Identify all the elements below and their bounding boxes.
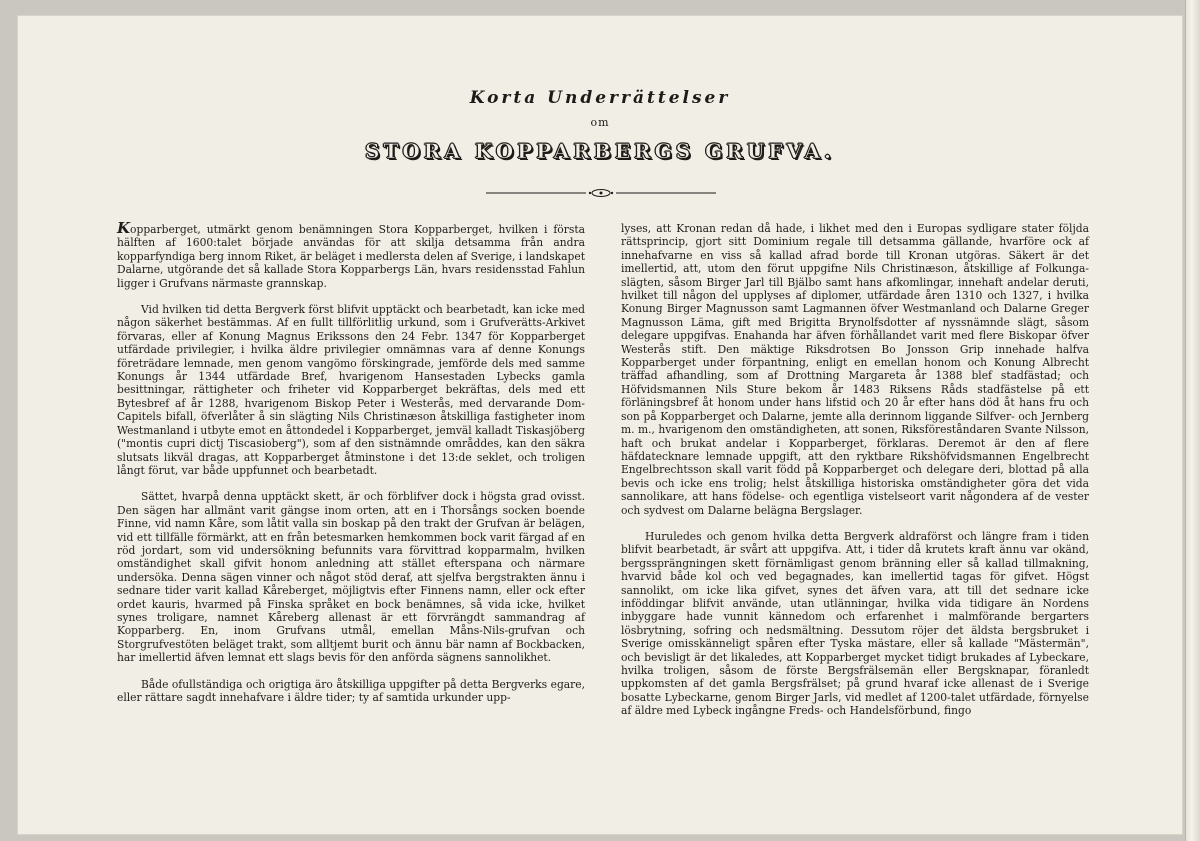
paragraph-6: Huruledes och genom hvilka detta Bergverk aldraförst och längre fram i tiden blifvit bearbetadt, är svårt att uppgifva. Att, i tider då krutets kraft ännu var okänd, bergssprängningen skett förnämligast genom bränning eller så kallad tillmakning, hvarvid både kol och ved begagnades, kan imellertid tagas för gifvet. Högst sannolikt, om icke lika gifvet, synes det äfven vara, att till det sednare icke inföddingar blifvit använde, utan utlänningar, hvilka vida tidigare än Nordens inbyggare hade vunnit kännedom och erfarenhet i malmförande bergarters lösbrytning, sofring och nedsmältning. Dessutom röjer det äldsta bergsbruket i Sverige omisskänneligt spåren efter Tyska mästare, eller så kallade "Mästermän", och bevisligt är det likaledes, att Kopparberget mycket tidigt brukades af Lybeckare, hvilka troligen, såsom de förste Bergsfrälsemän eller Bergsknapar, föranledt uppkomsten af det gamla Bergsfrälset; på grund hvaraf icke allenast de i Sverige bosatte Lybeckarne, genom Birger Jarls, vid medlet af 1200-talet utfärdade, förnyelse af äldre med Lybeck ingångne Freds- och Handelsförbund, fingo — [621, 529, 1089, 718]
ornamental-rule-divider — [486, 188, 716, 198]
title-block — [18, 88, 1182, 163]
paragraph-3: Sättet, hvarpå denna upptäckt skett, är och förblifver dock i högsta grad ovisst. Den sägen har allmänt varit gängse inom orten, att en i Thorsångs socken boende Finne, vid namn Kåre, som låtit valla sin boskap på den trakt der Grufvan är belägen, vid ett tillfälle förmärkt, att en från betesmarken hemkommen bock varit färgad af en röd jordart, som vid undersökning befunnits vara förvittrad kopparmalm, hvilken omständighet skall gifvit honom anledning att stället efterspana och närmare undersöka. Denna sägen vinner och något stöd deraf, att sjelfva bergstrakten ännu i sednare tider varit kallad Kåreberget, möjligtvis efter Finnens namn, eller ock efter ordet kauris, hvarmed på Finska språket en bock benämnes, så vida icke, hvilket synes troligare, namnet Kåreberg allenast är ett förvrängdt sammandrag af Kopparberg. En, inom Grufvans utmål, emellan Måns-Nils-grufvan och Storgrufvestöten beläget trakt, som alltjemt burit och ännu bär namn af Bockbacken, har imellertid äfven lemnat ett slags bevis för den anförda sägnens sannolikhet. — [117, 490, 585, 665]
paragraph-2: Vid hvilken tid detta Bergverk först blifvit upptäckt och bearbetadt, kan icke med någon säkerhet bestämmas. Af en fullt tillförlitlig urkund, som i Grufverätts-Arkivet förvaras, eller af Konung Magnus Erikssons den 24 Febr. 1347 för Kopparberget utfärdade privilegier, i hvilka äldre privilegier omnämnas vara af denne Konungs företrädare lemnade, men genom vangömo förskingrade, jemförde dels med samme Konungs år 1344 utfärdade Bref, hvarigenom Hansestaden Lybecks gamla besittningar, rättigheter och friheter vid Kopparberget bekräftas, dels med ett Bytesbref af år 1288, hvarigenom Biskop Peter i Westerås, med dervarande Dom-Capitels bifall, öfverlåter å sin slägting Nils Christinæson åtskilliga fastigheter inom Westmanland i utbyte emot en åttondedel i Kopparberget, jemväl kalladt Tiskasjöberg ("montis cupri dictj Tiscasioberg"), som af den sistnämnde områddes, kan den säkra slutsats likväl dragas, att Kopparberget åtminstone i det 13:de seklet, och troligen långt förut, var både uppfunnet och bearbetadt. — [117, 303, 585, 477]
initial-letter: K — [117, 219, 131, 237]
title-om: om — [590, 116, 610, 129]
paragraph-4: Både ofullständiga och origtiga äro åtskilliga uppgifter på detta Bergverks egare, eller rättare sagdt innehafvare i äldre tider; ty af samtida urkunder upp- — [117, 677, 585, 704]
paragraph-1 — [117, 219, 585, 290]
document-page — [18, 16, 1182, 834]
page-edge-binding — [1185, 0, 1200, 841]
left-text-column — [117, 219, 585, 717]
title-stora-kopparbergs-grufva: STORA KOPPARBERGS GRUFVA. — [365, 139, 835, 163]
paragraph-5: lyses, att Kronan redan då hade, i likhet med den i Europas sydligare stater följda rättsprincip, gjort sitt Dominium regale till detsamma gällande, hvarföre ock af innehafvarne en viss så kallad afrad borde till Kronan utgöras. Säkert är det imellertid, att, utom den förut uppgifne Nils Christinæson, åtskillige af Folkunga-slägten, såsom Birger Jarl till Bjälbo samt hans afkomlingar, innehaft andelar deruti, hvilket till någon del upplyses af diplomer, utfärdade åren 1310 och 1327, i hvilka Konung Birger Magnusson samt Lagmannen öfver Westmanland och Dalarne Greger Magnusson Läma, gift med Brigitta Brynolfsdotter af nyssnämnde slägt, såsom delegare uppgifvas. Enahanda har äfven förhållandet varit med flere Biskopar öfver Westerås stift. Den mäktige Riksdrotsen Bo Jonsson Grip innehade halfva Kopparberget under förpantning, enligt en emellan honom och Konung Albrecht träffad afhandling, som af Drottning Margareta år 1388 blef stadfästad; och Höfvidsmannen Nils Sture bekom år 1483 Riksens Råds stadfästelse på ett förläningsbref åt honom under hans lifstid och 20 år efter hans död åt hans fru och son på Kopparberget och Dalarne, jemte alla derinnom liggande Silfver- och Jernberg m. m., hvarigenom den omständigheten, att sonen, Riksföreståndaren Svante Nilsson, haft och brukat andelar i Kopparberget, förklaras. Deremot är den af flere häfdatecknare lemnade uppgift, att den ryktbare Rikshöfvidsmannen Engelbrecht Engelbrechtsson skall varit född på Kopparberget och delegare deri, blottad på alla bevis och icke ens trolig; helst åtskilliga historiska omständigheter göra det vida sannolikare, att hans födelse- och egentliga vistelseort varit någondera af de vester och sydvest om Dalarne belägna Bergslager. — [621, 222, 1089, 517]
title-korta-underrattelser: Korta Underrättelser — [469, 88, 731, 108]
right-text-column — [621, 222, 1089, 731]
paragraph-1-text: opparberget, utmärkt genom benämningen Stora Kopparberget, hvilken i första hälften af 1600:talet började användas för att skilja detsamma från andra kopparfyndiga berg innom Riket, är beläget i medlersta delen af Sverige, i landskapet Dalarne, utgörande det så kallade Stora Kopparbergs Län, hvars residensstad Fahlun ligger i Grufvans närmaste grannskap. — [117, 223, 585, 290]
